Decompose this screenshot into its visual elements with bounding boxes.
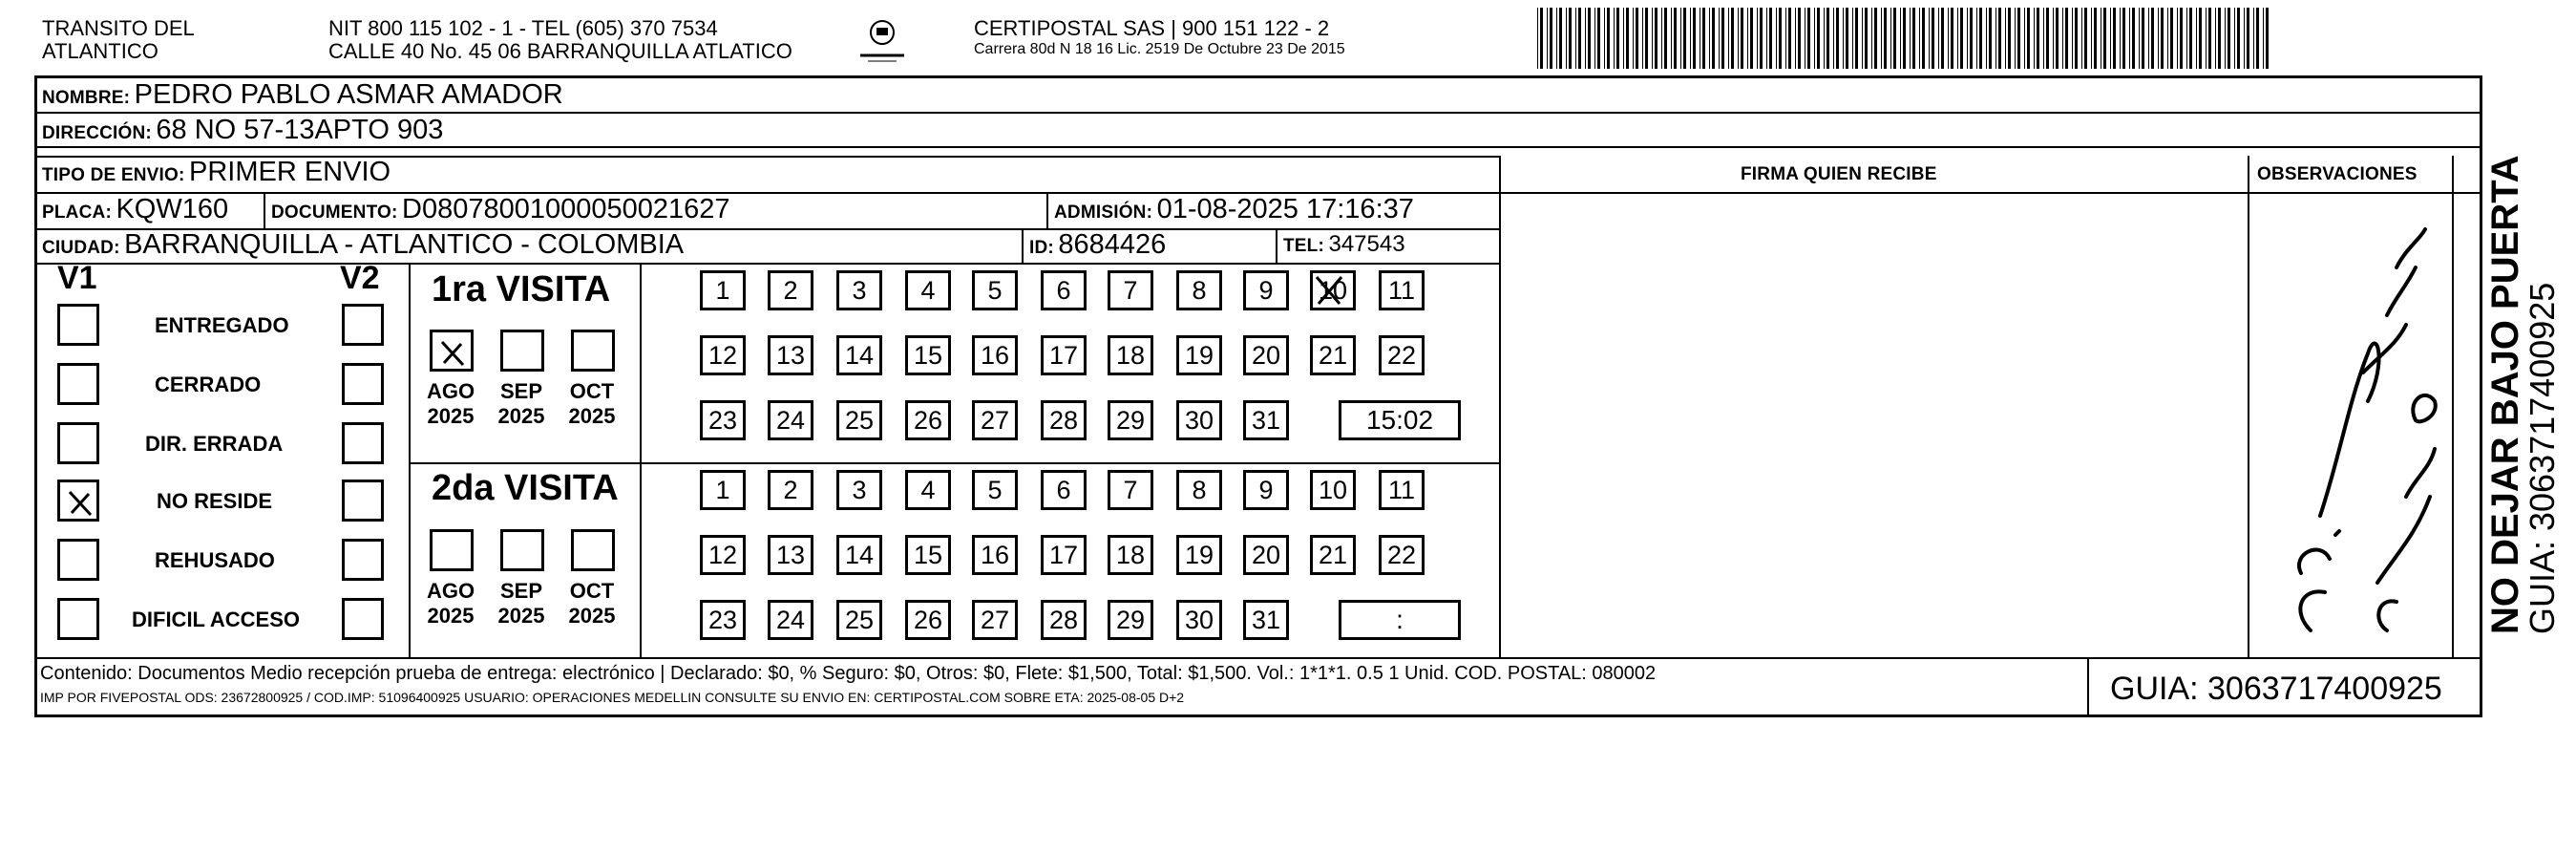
year-label: 2025: [568, 604, 616, 628]
nombre-field: NOMBRE: PEDRO PABLO ASMAR AMADOR: [42, 79, 563, 110]
day-box[interactable]: 9: [1243, 270, 1289, 310]
month-checkbox[interactable]: [430, 330, 474, 372]
status-label: REHUSADO: [155, 548, 275, 572]
day-box[interactable]: 21: [1310, 335, 1356, 375]
day-box[interactable]: 24: [768, 600, 813, 640]
day-box[interactable]: 21: [1310, 535, 1356, 575]
sender-name: TRANSITO DEL ATLANTICO: [42, 16, 195, 63]
year-label: 2025: [427, 404, 475, 428]
v2-checkbox[interactable]: [342, 304, 384, 346]
firma-header: FIRMA QUIEN RECIBE: [1741, 164, 1937, 184]
day-box[interactable]: 15: [905, 335, 951, 375]
day-box[interactable]: 18: [1108, 535, 1153, 575]
day-box[interactable]: 2: [768, 470, 813, 510]
barcode: [1537, 8, 2278, 69]
day-box[interactable]: 3: [836, 470, 882, 510]
day-box[interactable]: 25: [836, 600, 882, 640]
day-box[interactable]: 15: [905, 535, 951, 575]
status-label: ENTREGADO: [155, 313, 289, 337]
day-box[interactable]: 14: [836, 335, 882, 375]
day-box[interactable]: 27: [972, 600, 1018, 640]
v2-checkbox[interactable]: [342, 539, 384, 581]
v2-header: V2: [340, 260, 380, 296]
month-label: SEP: [499, 379, 543, 403]
status-label: CERRADO: [155, 373, 262, 396]
day-box[interactable]: 2: [768, 270, 813, 310]
day-box[interactable]: 13: [768, 335, 813, 375]
v1-checkbox[interactable]: [57, 480, 99, 522]
visit2-title: 2da VISITA: [432, 468, 619, 508]
ciudad-field: CIUDAD: BARRANQUILLA - ATLANTICO - COLOMBIA: [42, 229, 685, 260]
day-box[interactable]: 27: [972, 400, 1018, 440]
day-box[interactable]: 20: [1243, 535, 1289, 575]
v1-checkbox[interactable]: [57, 539, 99, 581]
v2-checkbox[interactable]: [342, 363, 384, 405]
day-box[interactable]: 31: [1243, 600, 1289, 640]
v1-checkbox[interactable]: [57, 304, 99, 346]
observaciones-header: OBSERVACIONES: [2257, 164, 2418, 184]
day-box[interactable]: 14: [836, 535, 882, 575]
day-box[interactable]: 19: [1176, 535, 1222, 575]
day-box[interactable]: 18: [1108, 335, 1153, 375]
status-label: NO RESIDE: [157, 489, 273, 513]
status-label: DIR. ERRADA: [145, 432, 284, 456]
day-box[interactable]: 5: [972, 270, 1018, 310]
day-box[interactable]: 13: [768, 535, 813, 575]
tel-field: TEL: 347543: [1283, 231, 1405, 257]
day-box[interactable]: 26: [905, 600, 951, 640]
documento-field: DOCUMENTO: D08078001000050021627: [271, 194, 730, 224]
day-box[interactable]: 16: [972, 535, 1018, 575]
day-box[interactable]: 11: [1379, 270, 1425, 310]
year-label: 2025: [568, 404, 616, 428]
day-box[interactable]: 16: [972, 335, 1018, 375]
day-box[interactable]: 22: [1379, 335, 1425, 375]
day-box[interactable]: 12: [700, 535, 746, 575]
day-box[interactable]: 11: [1379, 470, 1425, 510]
day-box[interactable]: 25: [836, 400, 882, 440]
day-box[interactable]: 30: [1176, 400, 1222, 440]
month-checkbox[interactable]: [571, 330, 615, 372]
month-label: OCT: [569, 579, 615, 603]
contenido-line: Contenido: Documentos Medio recepción prueba de entrega: electrónico | Declarado: $0, % Seguro: $0, Otros: $0, Flete: $1,500, Total: $1,500. Vol.: 1*1*1. 0.5 1 Unid. COD. POSTAL: 080002: [40, 663, 1657, 684]
day-box[interactable]: 7: [1108, 470, 1153, 510]
tipo-envio-field: TIPO DE ENVIO: PRIMER ENVIO: [42, 157, 391, 187]
no-dejar-bajo-puerta: NO DEJAR BAJO PUERTA: [2484, 155, 2526, 634]
day-box[interactable]: 24: [768, 400, 813, 440]
month-checkbox[interactable]: [571, 529, 615, 571]
time-box[interactable]: :: [1339, 600, 1461, 640]
day-box[interactable]: 23: [700, 400, 746, 440]
day-box[interactable]: 5: [972, 470, 1018, 510]
day-box[interactable]: 28: [1041, 400, 1087, 440]
month-label: AGO: [426, 379, 475, 403]
day-box[interactable]: 23: [700, 600, 746, 640]
footer-guia: GUIA: 3063717400925: [2110, 671, 2442, 707]
day-box[interactable]: 30: [1176, 600, 1222, 640]
v1-checkbox[interactable]: [57, 422, 99, 464]
day-box[interactable]: 1: [700, 270, 746, 310]
day-box[interactable]: 10: [1310, 470, 1356, 510]
v1-header: V1: [57, 260, 97, 296]
month-checkbox[interactable]: [500, 529, 544, 571]
day-box[interactable]: 31: [1243, 400, 1289, 440]
day-box[interactable]: 28: [1041, 600, 1087, 640]
certipostal-logo: [855, 13, 910, 65]
day-box[interactable]: 6: [1041, 470, 1087, 510]
admision-field: ADMISIÓN: 01-08-2025 17:16:37: [1054, 194, 1414, 224]
v1-checkbox[interactable]: [57, 598, 99, 640]
day-box[interactable]: 22: [1379, 535, 1425, 575]
day-box[interactable]: 17: [1041, 535, 1087, 575]
handwritten-observation: [2253, 210, 2450, 650]
day-box[interactable]: 29: [1108, 400, 1153, 440]
day-box[interactable]: 7: [1108, 270, 1153, 310]
day-box[interactable]: 20: [1243, 335, 1289, 375]
month-label: AGO: [426, 579, 475, 603]
day-box[interactable]: 6: [1041, 270, 1087, 310]
v2-checkbox[interactable]: [342, 598, 384, 640]
day-box[interactable]: 9: [1243, 470, 1289, 510]
day-box[interactable]: 10: [1310, 270, 1356, 310]
visit1-title: 1ra VISITA: [432, 269, 611, 309]
id-field: ID: 8684426: [1029, 229, 1167, 260]
day-box[interactable]: 8: [1176, 470, 1222, 510]
month-label: OCT: [569, 379, 615, 403]
month-checkbox[interactable]: [500, 330, 544, 372]
day-box[interactable]: 1: [700, 470, 746, 510]
year-label: 2025: [427, 604, 475, 628]
placa-field: PLACA: KQW160: [42, 194, 229, 224]
year-label: 2025: [497, 404, 545, 428]
day-box[interactable]: 29: [1108, 600, 1153, 640]
time-box[interactable]: 15:02: [1339, 400, 1461, 440]
month-checkbox[interactable]: [430, 529, 474, 571]
day-box[interactable]: 19: [1176, 335, 1222, 375]
v1-checkbox[interactable]: [57, 363, 99, 405]
day-box[interactable]: 3: [836, 270, 882, 310]
company-info: CERTIPOSTAL SAS | 900 151 122 - 2 Carrera 80d N 18 16 Lic. 2519 De Octubre 23 De 2015: [974, 16, 1345, 57]
day-box[interactable]: 8: [1176, 270, 1222, 310]
day-box[interactable]: 26: [905, 400, 951, 440]
day-box[interactable]: 17: [1041, 335, 1087, 375]
day-box[interactable]: 4: [905, 470, 951, 510]
status-label: DIFICIL ACCESO: [132, 608, 301, 631]
side-guia: GUIA: 3063717400925: [2523, 282, 2562, 634]
v2-checkbox[interactable]: [342, 422, 384, 464]
year-label: 2025: [497, 604, 545, 628]
impresion-line: IMP POR FIVEPOSTAL ODS: 23672800925 / COD.IMP: 51096400925 USUARIO: OPERACIONES MEDELLIN CONSULTE SU ENVIO EN: CERTIPOSTAL.COM SOBRE ETA: 2025-08-05 D+2: [40, 690, 1185, 705]
v2-checkbox[interactable]: [342, 480, 384, 522]
sender-info: NIT 800 115 102 - 1 - TEL (605) 370 7534 CALLE 40 No. 45 06 BARRANQUILLA ATLATICO: [328, 16, 792, 63]
day-box[interactable]: 4: [905, 270, 951, 310]
month-label: SEP: [499, 579, 543, 603]
direccion-field: DIRECCIÓN: 68 NO 57-13APTO 903: [42, 115, 444, 145]
day-box[interactable]: 12: [700, 335, 746, 375]
